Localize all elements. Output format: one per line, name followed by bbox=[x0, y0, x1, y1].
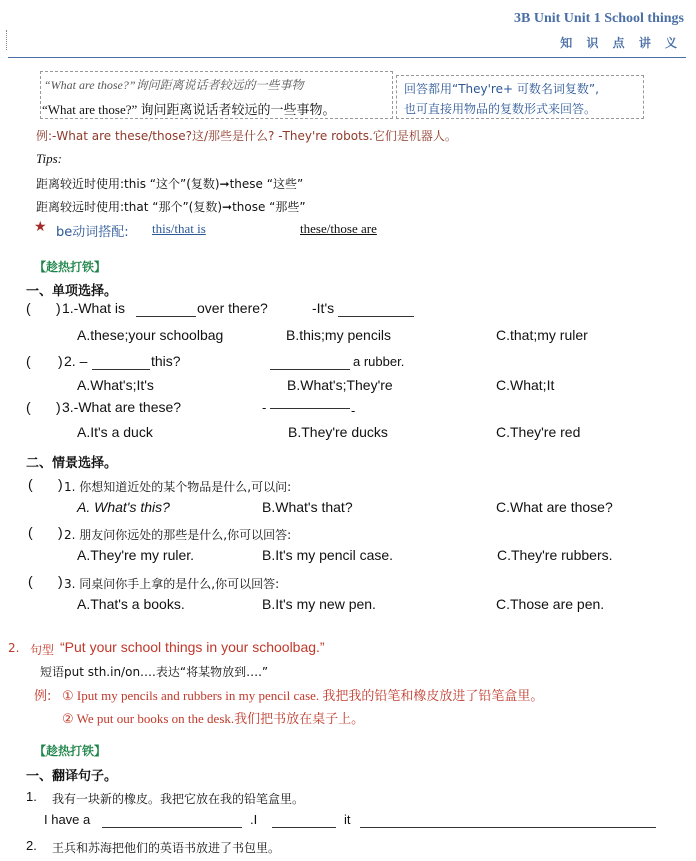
document-subtitle: 知 识 点 讲 义 bbox=[560, 36, 682, 50]
q3-paren-right: ) bbox=[56, 399, 61, 415]
pattern-2-label: 句型 bbox=[30, 643, 55, 657]
q3-blank[interactable] bbox=[270, 408, 350, 409]
t1-word-1: I have a bbox=[44, 812, 91, 827]
q2-paren: ( bbox=[26, 353, 31, 369]
pattern-2-example-2: ② We put our books on the desk.我们把书放在桌子上。 bbox=[62, 711, 365, 726]
q1-paren-right: ) bbox=[56, 300, 61, 316]
q1-option-c[interactable]: C.that;my ruler bbox=[496, 327, 588, 343]
q2-blank-1[interactable] bbox=[92, 369, 150, 370]
s3-paren-right: ) bbox=[58, 573, 63, 589]
example-what-are-these: 例:-What are these/those?这/那些是什么? -They're robots.它们是机器人。 bbox=[36, 129, 457, 143]
q2-option-c[interactable]: C.What;It bbox=[496, 377, 555, 393]
t1-chinese: 我有一块新的橡皮。我把它放在我的铅笔盒里。 bbox=[52, 792, 305, 806]
tips-line-far: 距离较远时使用:that “那个”(复数)➞those “那些” bbox=[36, 200, 306, 214]
be-verb-label: be动词搭配: bbox=[56, 225, 129, 240]
t2-chinese: 王兵和苏海把他们的英语书放进了书包里。 bbox=[52, 841, 281, 855]
t1-word-3: it bbox=[344, 812, 351, 827]
s1-option-c[interactable]: C.What are those? bbox=[496, 499, 613, 515]
practice-tag-1: 【趁热打铁】 bbox=[34, 260, 107, 274]
s2-paren: ( bbox=[28, 524, 33, 540]
s1-stem: 1. 你想知道近处的某个物品是什么,可以问: bbox=[64, 480, 292, 494]
q3-option-b[interactable]: B.They're ducks bbox=[288, 424, 388, 440]
note-right-line-2: 也可直接用物品的复数形式来回答。 bbox=[404, 102, 597, 116]
tips-label: Tips: bbox=[36, 151, 63, 166]
s3-option-a[interactable]: A.That's a books. bbox=[77, 596, 185, 612]
s1-paren-right: ) bbox=[58, 476, 63, 492]
q2-blank-2[interactable] bbox=[270, 369, 350, 370]
situation-choice-title: 二、情景选择。 bbox=[26, 456, 118, 471]
pattern-2-phrase: 短语put sth.in/on….表达“将某物放到….” bbox=[40, 665, 269, 679]
star-icon: ★ bbox=[34, 219, 47, 235]
note-right-line-1: 回答都用“They're+ 可数名词复数”, bbox=[404, 82, 599, 96]
s3-option-c[interactable]: C.Those are pen. bbox=[496, 596, 605, 612]
t1-word-2: .I bbox=[250, 812, 258, 827]
q3-option-a[interactable]: A.It's a duck bbox=[77, 424, 153, 440]
t1-blank-3[interactable] bbox=[360, 827, 656, 828]
be-verb-singular: this/that is bbox=[152, 221, 206, 236]
q3-answer-tail: - bbox=[351, 403, 356, 418]
pattern-2-example-1: ① Iput my pencils and rubbers in my pencil case. 我把我的铅笔和橡皮放进了铅笔盒里。 bbox=[62, 688, 544, 703]
s2-paren-right: ) bbox=[58, 524, 63, 540]
pattern-2-number: 2. bbox=[8, 641, 20, 655]
t1-blank-1[interactable] bbox=[102, 827, 242, 828]
q1-option-b[interactable]: B.this;my pencils bbox=[286, 327, 392, 343]
practice-tag-2: 【趁热打铁】 bbox=[34, 744, 107, 758]
s1-option-a[interactable]: A. What's this? bbox=[77, 499, 170, 515]
scribbled-note: “What are those?”询问距离说话者较远的一些事物 bbox=[44, 78, 304, 92]
q1-blank-2[interactable] bbox=[338, 316, 414, 317]
single-choice-title: 一、单项选择。 bbox=[26, 284, 118, 299]
q2-answer-tail: a rubber. bbox=[353, 354, 405, 369]
t1-number: 1. bbox=[26, 789, 37, 804]
s2-option-c[interactable]: C.They're rubbers. bbox=[497, 547, 613, 563]
translation-title: 一、翻译句子。 bbox=[26, 769, 118, 784]
q2-paren-right: ) bbox=[58, 353, 63, 369]
q1-answer: -It's bbox=[312, 300, 335, 316]
q1-stem-tail: over there? bbox=[197, 300, 268, 316]
tips-line-near: 距离较近时使用:this “这个”(复数)➞these “这些” bbox=[36, 177, 304, 191]
s3-stem: 3. 同桌问你手上拿的是什么,你可以回答: bbox=[64, 577, 280, 591]
q3-option-c[interactable]: C.They're red bbox=[496, 424, 581, 440]
s3-paren: ( bbox=[28, 573, 33, 589]
t2-number: 2. bbox=[26, 838, 37, 853]
header-divider bbox=[8, 57, 686, 58]
q2-option-a[interactable]: A.What's;It's bbox=[77, 377, 154, 393]
s2-option-b[interactable]: B.It's my pencil case. bbox=[262, 547, 394, 563]
q1-option-a[interactable]: A.these;your schoolbag bbox=[77, 327, 224, 343]
margin-mark bbox=[6, 30, 7, 50]
s1-paren: ( bbox=[28, 476, 33, 492]
pattern-2-example-label: 例: bbox=[34, 689, 52, 704]
q3-answer: - bbox=[262, 400, 267, 415]
s2-stem: 2. 朋友问你远处的那些是什么,你可以回答: bbox=[64, 528, 292, 542]
note-main-text: “What are those?” 询问距离说话者较远的一些事物。 bbox=[42, 102, 336, 117]
t1-blank-2[interactable] bbox=[272, 827, 336, 828]
be-verb-plural: these/those are bbox=[300, 221, 377, 236]
s2-option-a[interactable]: A.They're my ruler. bbox=[77, 547, 195, 563]
q2-stem: 2. – bbox=[64, 353, 88, 369]
q3-paren: ( bbox=[26, 399, 31, 415]
q1-blank-1[interactable] bbox=[136, 316, 196, 317]
q2-option-b[interactable]: B.What's;They're bbox=[287, 377, 393, 393]
q2-stem-tail: this? bbox=[151, 353, 181, 369]
q1-stem: 1.-What is bbox=[62, 300, 126, 316]
q1-paren: ( bbox=[26, 300, 31, 316]
s3-option-b[interactable]: B.It's my new pen. bbox=[262, 596, 376, 612]
s1-option-b[interactable]: B.What's that? bbox=[262, 499, 353, 515]
document-title: 3B Unit Unit 1 School things bbox=[514, 11, 684, 26]
q3-stem: 3.-What are these? bbox=[62, 399, 182, 415]
pattern-2-sentence: “Put your school things in your schoolbag.” bbox=[60, 639, 325, 655]
